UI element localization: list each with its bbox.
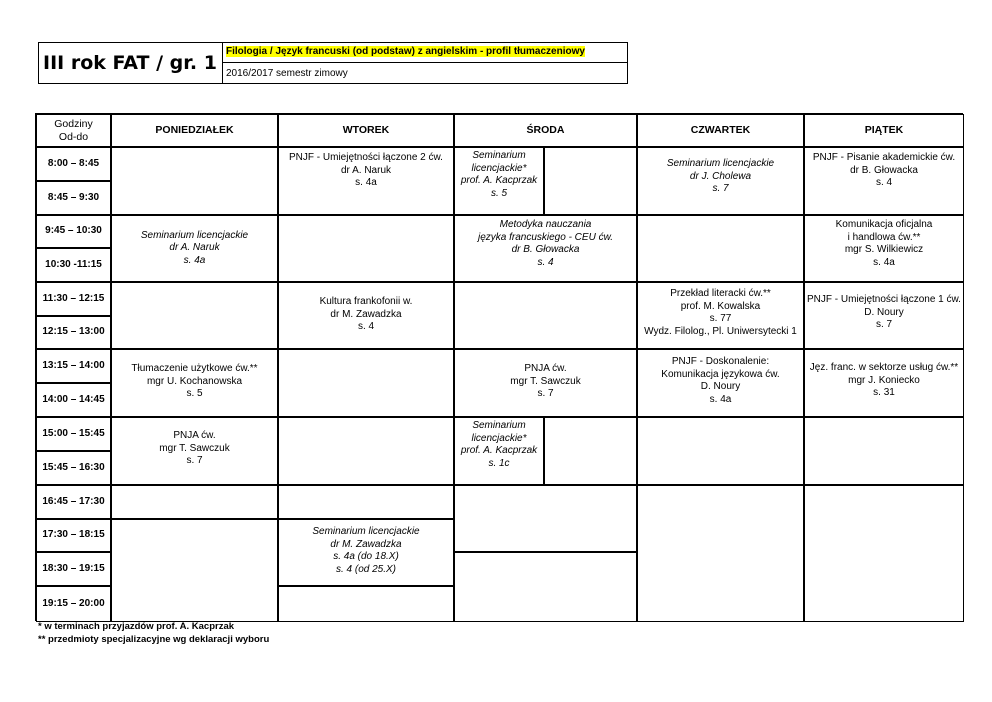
class-line: s. 7 <box>537 388 554 399</box>
class-line: D. Noury <box>864 306 904 318</box>
class-line: mgr T. Sawczuk <box>159 442 230 454</box>
class-line: Kultura frankofonii w. <box>319 296 413 307</box>
time-slot-label: 8:45 – 9:30 <box>47 191 100 203</box>
empty-cell <box>278 349 454 417</box>
class-line: mgr S. Wilkiewicz <box>844 244 924 255</box>
class-cell-thu-translation <box>637 282 804 349</box>
semester-label: 2016/2017 semestr zimowy <box>226 68 348 79</box>
class-line: dr A. Naruk <box>169 242 220 254</box>
class-line: mgr J. Koniecko <box>848 374 920 386</box>
time-slot <box>36 316 111 349</box>
day-header <box>804 114 964 147</box>
class-cell-wed-methodology <box>454 215 637 282</box>
empty-cell <box>278 417 454 485</box>
program-title-text: Filologia / Język francuski (od podstaw) z angielskim - profil tłumaczeniowy <box>226 46 585 57</box>
hours-header <box>36 114 111 147</box>
class-line: PNJF - Umiejętności łączone 2 ćw. <box>289 152 443 163</box>
day-header <box>637 114 804 147</box>
empty-cell <box>278 215 454 282</box>
empty-cell <box>111 485 278 519</box>
class-cell-mon-translation <box>111 349 278 417</box>
class-line: PNJA ćw. <box>524 363 567 374</box>
time-slot <box>36 147 111 181</box>
time-slot <box>36 586 111 622</box>
day-header-label: ŚRODA <box>526 124 565 137</box>
hours-header-line: Godziny <box>54 118 93 130</box>
class-cell-tue-culture <box>278 282 454 349</box>
time-slot-label: 18:30 – 19:15 <box>42 562 105 574</box>
day-header-label: CZWARTEK <box>690 124 751 137</box>
class-line: s. 4a <box>709 393 732 405</box>
class-cell-wed-seminar <box>454 147 544 215</box>
class-line: licencjackie* <box>471 162 527 174</box>
class-line: s. 5 <box>186 388 203 399</box>
class-line: Komunikacja oficjalna <box>835 219 933 230</box>
day-header-label: WTOREK <box>342 124 390 137</box>
program-title <box>223 42 628 63</box>
time-slot <box>36 383 111 417</box>
class-line: dr B. Głowacka <box>511 244 580 255</box>
class-line: D. Noury <box>700 381 741 392</box>
class-line: Seminarium licencjackie <box>140 229 249 241</box>
class-line: dr A. Naruk <box>340 164 392 176</box>
class-cell-tue-pnjf <box>278 147 454 215</box>
class-line: Metodyka nauczania <box>499 219 592 230</box>
class-line: Przekład literacki ćw.** <box>670 288 771 299</box>
time-slot-label: 14:00 – 14:45 <box>42 393 105 405</box>
class-line: s. 4a (do 18.X) <box>333 551 399 562</box>
class-line: s. 4 <box>537 256 554 268</box>
hours-header-line: Od-do <box>58 130 89 143</box>
time-slot <box>36 451 111 485</box>
empty-cell <box>804 485 964 622</box>
class-line: Wydz. Filolog., Pl. Uniwersytecki 1 <box>644 325 797 337</box>
time-slot <box>36 282 111 316</box>
empty-cell <box>637 215 804 282</box>
class-line: s. 4a <box>183 254 206 266</box>
time-slot <box>36 417 111 451</box>
time-slot <box>36 181 111 215</box>
class-cell-thu-seminar <box>637 147 804 215</box>
class-line: prof. A. Kacprzak <box>460 445 538 456</box>
time-slot-label: 15:45 – 16:30 <box>42 461 105 473</box>
class-line: prof. A. Kacprzak <box>460 175 538 186</box>
empty-cell <box>544 147 637 215</box>
class-cell-fri-writing <box>804 147 964 215</box>
time-slot <box>36 519 111 552</box>
time-slot <box>36 552 111 586</box>
empty-cell <box>637 485 804 622</box>
empty-cell <box>278 586 454 622</box>
time-slot-label: 16:45 – 17:30 <box>42 495 105 507</box>
class-line: s. 4a <box>355 177 377 188</box>
empty-cell <box>111 282 278 349</box>
footnote-2: ** przedmioty specjalizacyjne wg deklaracji wyboru <box>38 634 270 645</box>
class-line: licencjackie* <box>471 432 527 444</box>
class-line: mgr T. Sawczuk <box>510 375 581 387</box>
class-cell-fri-services <box>804 349 964 417</box>
empty-cell <box>454 485 637 552</box>
class-line: PNJF - Doskonalenie: <box>671 356 770 367</box>
time-slot-label: 15:00 – 15:45 <box>42 427 105 439</box>
class-cell-fri-communication <box>804 215 964 282</box>
class-line: dr B. Głowacka <box>850 164 918 176</box>
time-slot-label: 8:00 – 8:45 <box>47 157 100 169</box>
class-line: s. 5 <box>490 187 508 199</box>
empty-cell <box>111 519 278 622</box>
class-line: Tłumaczenie użytkowe ćw.** <box>131 363 258 374</box>
class-line: Seminarium licencjackie <box>666 158 775 169</box>
class-line: Komunikacja językowa ćw. <box>661 368 780 380</box>
empty-cell <box>111 147 278 215</box>
class-line: języka francuskiego - CEU ćw. <box>477 231 614 243</box>
time-slot-label: 17:30 – 18:15 <box>42 529 105 541</box>
day-header <box>454 114 637 147</box>
class-line: dr M. Zawadzka <box>330 538 402 550</box>
class-cell-wed-seminar-2 <box>454 417 544 485</box>
time-slot <box>36 349 111 383</box>
class-cell-tue-seminar <box>278 519 454 586</box>
time-slot-label: 9:45 – 10:30 <box>45 225 102 237</box>
class-line: prof. M. Kowalska <box>680 300 761 312</box>
day-header <box>111 114 278 147</box>
class-line: s. 7 <box>712 183 729 194</box>
class-line: mgr U. Kochanowska <box>146 375 243 387</box>
class-line: s. 7 <box>186 455 203 466</box>
time-slot-label: 11:30 – 12:15 <box>42 292 105 304</box>
empty-cell <box>637 417 804 485</box>
empty-cell <box>454 552 637 622</box>
class-line: s. 1c <box>488 457 510 469</box>
empty-cell <box>804 417 964 485</box>
class-line: s. 4a <box>873 256 895 268</box>
class-line: Seminarium <box>472 420 526 431</box>
class-line: i handlowa ćw.** <box>847 231 921 243</box>
class-line: PNJF - Pisanie akademickie ćw. <box>812 152 956 163</box>
empty-cell <box>278 485 454 519</box>
class-line: s. 4 <box>875 177 893 188</box>
class-line: Seminarium licencjackie <box>312 526 420 537</box>
empty-cell <box>454 282 637 349</box>
day-header-label: PONIEDZIAŁEK <box>155 124 234 137</box>
class-line: s. 7 <box>875 319 893 330</box>
class-line: dr M. Zawadzka <box>330 308 402 320</box>
class-line: Seminarium <box>472 150 526 161</box>
class-line: dr J. Cholewa <box>689 170 752 182</box>
class-cell-mon-pnja <box>111 417 278 485</box>
group-title: III rok FAT / gr. 1 <box>38 42 223 84</box>
day-header <box>278 114 454 147</box>
class-line: s. 4 <box>357 321 375 332</box>
schedule-table <box>35 113 963 621</box>
class-line: PNJA ćw. <box>173 430 216 441</box>
class-cell-wed-pnja <box>454 349 637 417</box>
time-slot-label: 12:15 – 13:00 <box>42 326 105 338</box>
class-line: PNJF - Umiejętności łączone 1 ćw. <box>807 294 961 305</box>
time-slot <box>36 485 111 519</box>
time-slot <box>36 248 111 282</box>
empty-cell <box>544 417 637 485</box>
class-cell-thu-pnjf <box>637 349 804 417</box>
class-line: Jęz. franc. w sektorze usług ćw.** <box>809 362 959 373</box>
footnotes <box>38 620 269 646</box>
day-header-label: PIĄTEK <box>864 124 904 137</box>
class-cell-mon-seminar <box>111 215 278 282</box>
time-slot <box>36 215 111 248</box>
time-slot-label: 13:15 – 14:00 <box>42 359 105 371</box>
class-line: s. 4 (od 25.X) <box>335 563 397 575</box>
class-line: s. 77 <box>709 313 732 324</box>
class-line: s. 31 <box>873 387 895 398</box>
footnote-1: * w terminach przyjazdów prof. A. Kacprzak <box>38 621 235 632</box>
time-slot-label: 10:30 -11:15 <box>45 258 102 270</box>
class-cell-fri-pnjf <box>804 282 964 349</box>
time-slot-label: 19:15 – 20:00 <box>42 597 105 609</box>
